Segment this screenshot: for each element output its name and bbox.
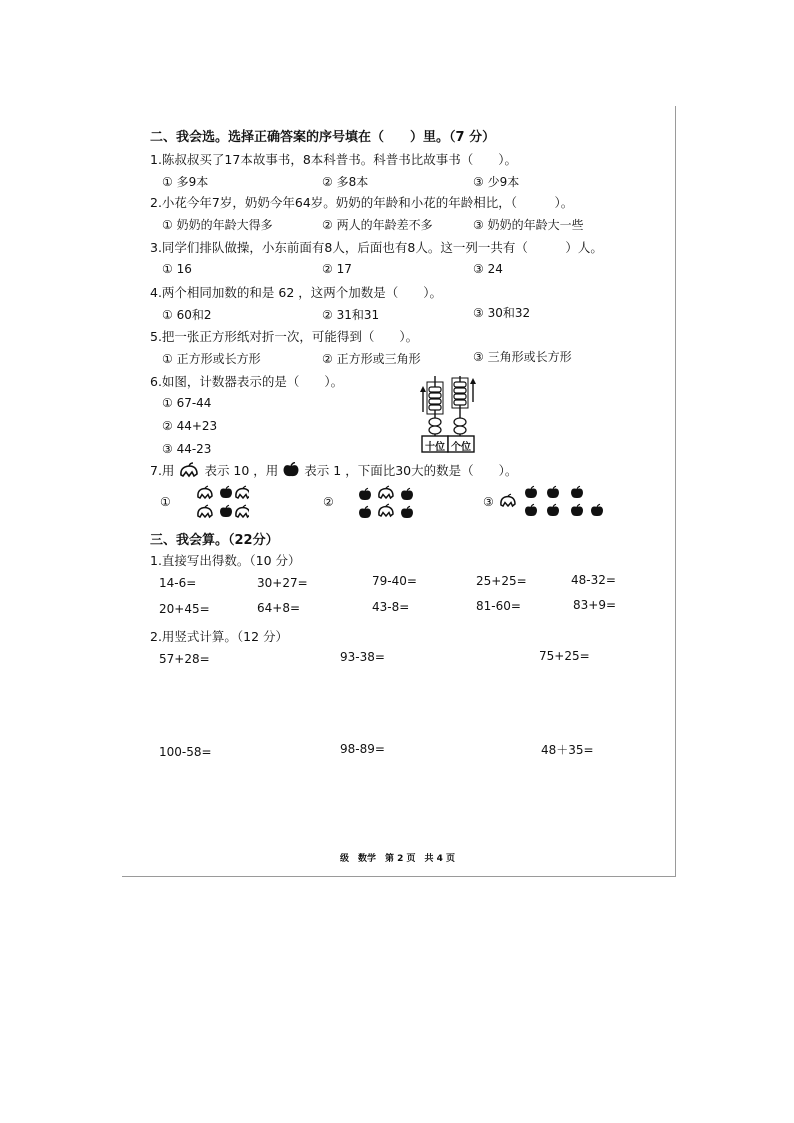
calc-1-3: 79-40= [372, 574, 417, 588]
question-1: 1.陈叔叔买了17本故事书，8本科普书。科普书比故事书（ ）。 [150, 152, 518, 167]
q7-option-1 [160, 484, 249, 520]
calc-2-3: 43-8= [372, 600, 410, 614]
q4-option-1: ① 60和2 [162, 308, 212, 322]
abacus-tens-label: 十位 [425, 442, 445, 453]
q7-option-2 [323, 484, 418, 520]
calc-2-2: 64+8= [257, 601, 301, 615]
q5-option-2: ② 正方形或三角形 [322, 352, 421, 366]
vertical-calc-2-1: 100-58= [159, 745, 212, 759]
calc-1-2: 30+27= [257, 576, 308, 590]
q7-option-3 [483, 484, 604, 520]
vertical-calc-1-1: 57+28= [159, 652, 210, 666]
apple-icon [282, 462, 300, 478]
section-3-part-1-title: 1.直接写出得数。（10 分） [150, 553, 301, 568]
q7-text-post: 表示 1 ，下面比30大的数是（ ）。 [304, 463, 518, 478]
question-3: 3.同学们排队做操，小东前面有8人，后面也有8人。这一列一共有（ ）人。 [150, 240, 603, 255]
question-2: 2.小花今年7岁，奶奶今年64岁。奶奶的年龄和小花的年龄相比，（ ）。 [150, 195, 574, 210]
q3-option-2: ② 17 [322, 262, 352, 276]
question-6: 6.如图，计数器表示的是（ ）。 [150, 374, 344, 389]
abacus-ones-label: 个位 [451, 442, 471, 453]
abacus-figure [418, 372, 478, 454]
calc-2-1: 20+45= [159, 602, 210, 616]
q2-option-1: ① 奶奶的年龄大得多 [162, 218, 273, 232]
question-7 [150, 461, 517, 479]
calc-1-5: 48-32= [571, 573, 616, 587]
q2-option-2: ② 两人的年龄差不多 [322, 218, 433, 232]
q1-option-1: ① 多9本 [162, 175, 209, 189]
q1-option-3: ③ 少9本 [473, 175, 520, 189]
q7-text-pre: 7.用 [150, 463, 175, 478]
q5-option-3: ③ 三角形或长方形 [473, 350, 572, 364]
question-4: 4.两个相同加数的和是 62 ，这两个加数是（ ）。 [150, 285, 443, 300]
q5-option-1: ① 正方形或长方形 [162, 352, 261, 366]
calc-1-4: 25+25= [476, 574, 527, 588]
section-2-title: 二、我会选。选择正确答案的序号填在（ ）里。（7 分） [150, 130, 496, 145]
q7-option-1-drawing [177, 484, 249, 520]
q1-option-2: ② 多8本 [322, 175, 369, 189]
q7-option-2-drawing [340, 484, 418, 520]
q7-option-3-label: ③ [483, 495, 494, 509]
vertical-calc-1-2: 93-38= [340, 650, 385, 664]
calc-2-4: 81-60= [476, 599, 521, 613]
q7-text-mid: 表示 10 ，用 [204, 463, 279, 478]
q3-option-3: ③ 24 [473, 262, 503, 276]
q2-option-3: ③ 奶奶的年龄大一些 [473, 218, 584, 232]
vertical-calc-2-3: 48＋35= [541, 743, 594, 757]
question-5: 5.把一张正方形纸对折一次，可能得到（ ）。 [150, 329, 419, 344]
calc-1-1: 14-6= [159, 576, 197, 590]
q6-option-1: ① 67-44 [162, 396, 212, 410]
q7-option-1-label: ① [160, 495, 171, 509]
section-3-title: 三、我会算。（22分） [150, 533, 279, 548]
cut-apple-icon [178, 462, 200, 478]
q4-option-3: ③ 30和32 [473, 306, 531, 320]
q3-option-1: ① 16 [162, 262, 192, 276]
section-3-part-2-title: 2.用竖式计算。（12 分） [150, 629, 289, 644]
vertical-calc-2-2: 98-89= [340, 742, 385, 756]
q4-option-2: ② 31和31 [322, 308, 380, 322]
q7-option-2-label: ② [323, 495, 334, 509]
calc-2-5: 83+9= [573, 598, 617, 612]
page-footer: 级 数学 第 2 页 共 4 页 [340, 854, 456, 864]
q6-option-3: ③ 44-23 [162, 442, 212, 456]
q6-option-2: ② 44+23 [162, 419, 218, 433]
vertical-calc-1-3: 75+25= [539, 649, 590, 663]
q7-option-3-drawing [500, 484, 604, 520]
